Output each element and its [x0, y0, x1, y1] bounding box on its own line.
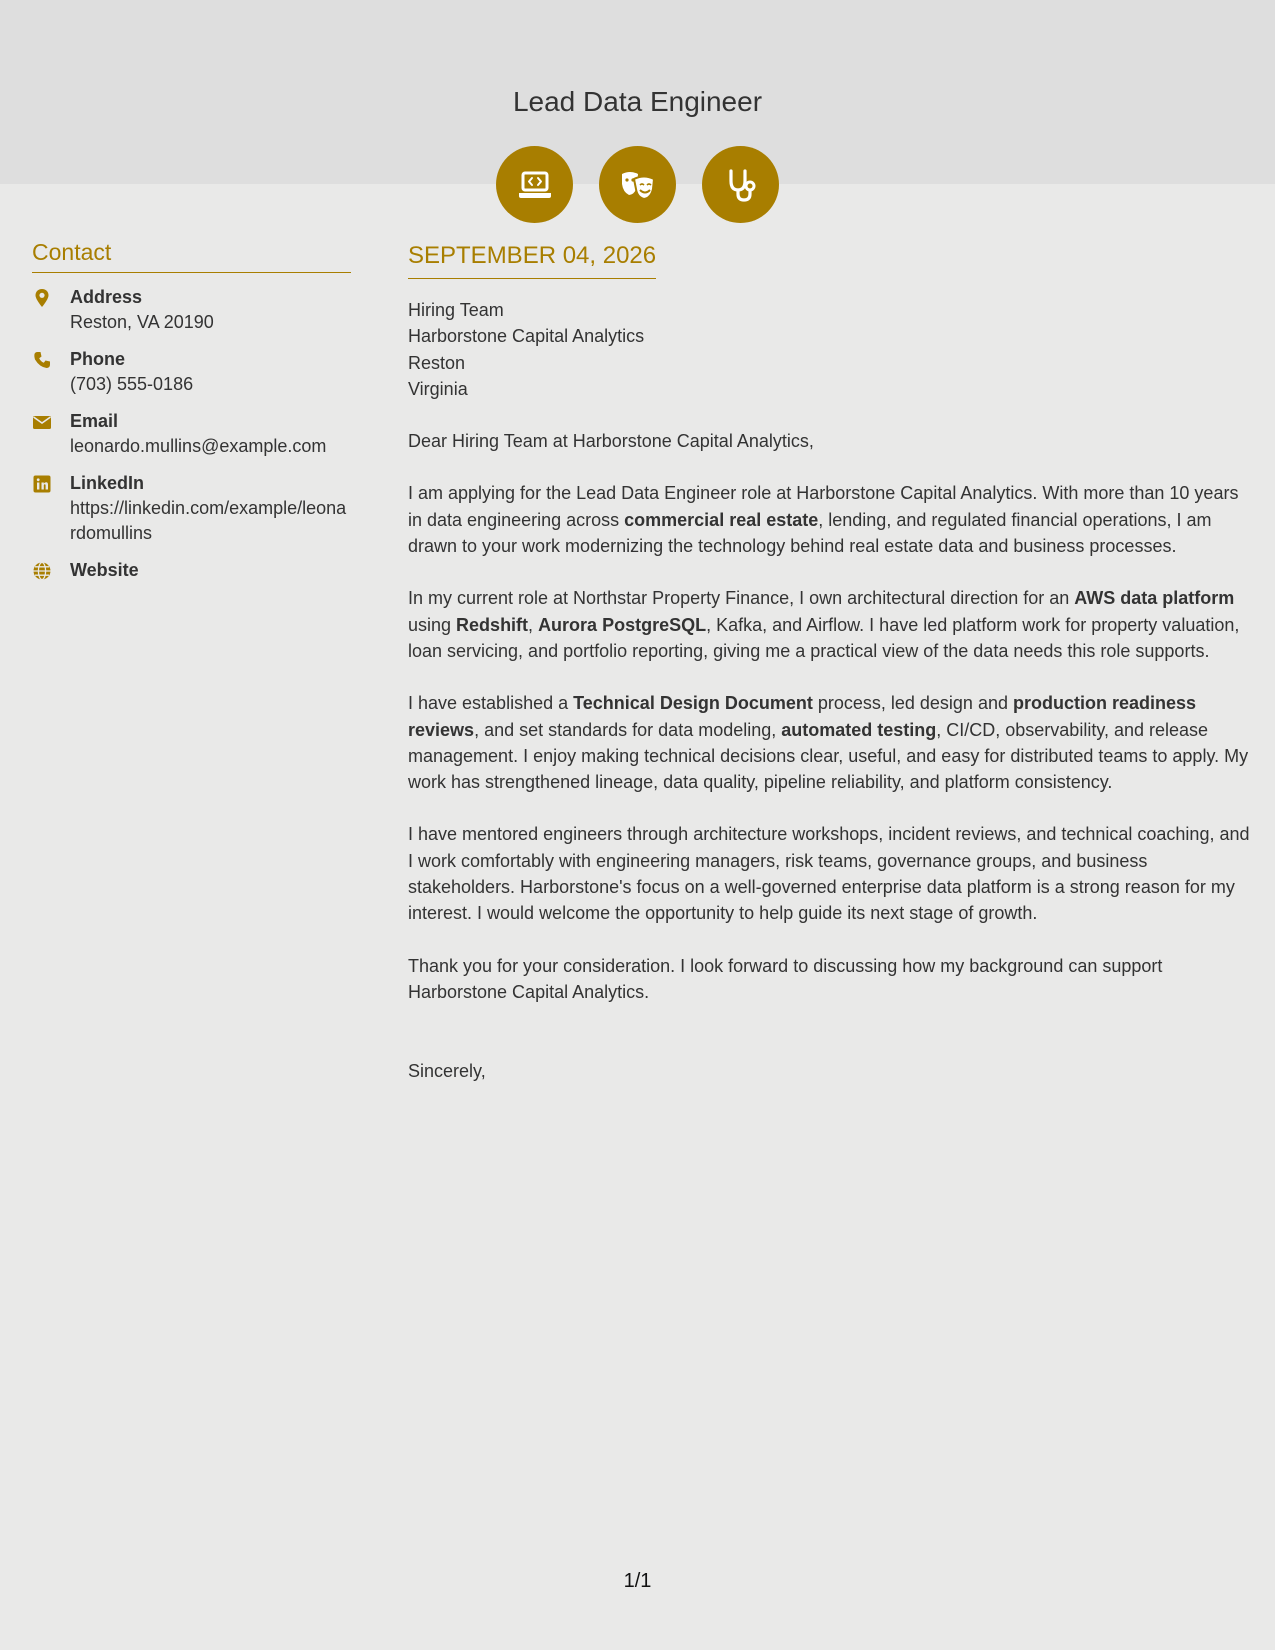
contact-item-linkedin — [32, 471, 351, 546]
map-pin-icon — [32, 285, 70, 335]
paragraph-4: I have mentored engineers through architecture workshops, incident reviews, and technical coaching, and I work comfortably with engineering managers, risk teams, governance groups, and business stakeholders. Harborstone's focus on a well-governed enterprise data platform is a strong reason for my interest. I would welcome the opportunity to help guide its next stage of growth. — [408, 824, 1250, 924]
contact-label-phone: Phone — [70, 349, 126, 369]
paragraph-1: I am applying for the Lead Data Engineer role at Harborstone Capital Analytics. With more than 10 years in data engineering across commercial real estate, lending, and regulated financial operations, I am drawn to your work modernizing the technology behind real estate data and business processes. — [408, 483, 1239, 557]
paragraph-5: Thank you for your consideration. I look forward to discussing how my background can support Harborstone Capital Analytics. — [408, 955, 1163, 1002]
salutation: Dear Hiring Team at Harborstone Capital Analytics, — [408, 431, 814, 452]
contact-label-website: Website — [70, 560, 139, 580]
paragraph-2: In my current role at Northstar Property Finance, I own architectural direction for an AWS data platform using Redshift, Aurora PostgreSQL, Kafka, and Airflow. I have led platform work for property valuation, loan servicing, and portfolio reporting, giving me a practical view of the data needs this role supports. — [408, 588, 1240, 661]
letter-date: SEPTEMBER 04, 2026 — [408, 240, 656, 279]
laptop-code-icon — [496, 146, 573, 223]
job-title: Lead Data Engineer — [512, 86, 763, 117]
contact-value-linkedin[interactable]: https://linkedin.com/example/leonardomullins — [70, 498, 347, 543]
contact-value-address: Reston, VA 20190 — [70, 312, 214, 332]
globe-icon — [32, 558, 70, 583]
recipient-line: Reston — [408, 352, 466, 373]
linkedin-icon — [32, 471, 70, 546]
contact-label-email: Email — [70, 411, 119, 431]
envelope-icon — [32, 409, 70, 459]
paragraph-3: I have established a Technical Design Document process, led design and production readiness reviews, and set standards for data modeling, automated testing, CI/CD, observability, and release management. I enjoy making technical decisions clear, useful, and easy for distributed teams to apply. My work has strengthened lineage, data quality, pipeline reliability, and platform consistency. — [408, 693, 1249, 793]
contact-label-address: Address — [70, 287, 143, 307]
contact-list — [32, 285, 351, 583]
recipient-line: Hiring Team — [408, 300, 504, 320]
letter-body — [408, 240, 1253, 1085]
contact-item-website — [32, 558, 351, 583]
recipient-address — [408, 297, 1253, 402]
stethoscope-icon — [702, 146, 779, 223]
contact-section-title: Contact — [32, 236, 351, 273]
contact-sidebar — [32, 236, 351, 595]
recipient-line: Virginia — [408, 378, 468, 399]
letter-content — [408, 428, 1253, 1005]
contact-value-phone: (703) 555-0186 — [70, 374, 194, 394]
recipient-line: Harborstone Capital Analytics — [408, 326, 645, 347]
theater-masks-icon — [599, 146, 676, 223]
contact-item-phone — [32, 347, 351, 397]
page-number: 1/1 — [623, 1570, 652, 1592]
phone-icon — [32, 347, 70, 397]
contact-item-email — [32, 409, 351, 459]
contact-label-linkedin: LinkedIn — [70, 473, 145, 493]
contact-item-address — [32, 285, 351, 335]
header-icon-row — [0, 146, 1275, 223]
closing: Sincerely, — [408, 1061, 486, 1082]
contact-value-email[interactable]: leonardo.mullins@example.com — [70, 436, 327, 456]
